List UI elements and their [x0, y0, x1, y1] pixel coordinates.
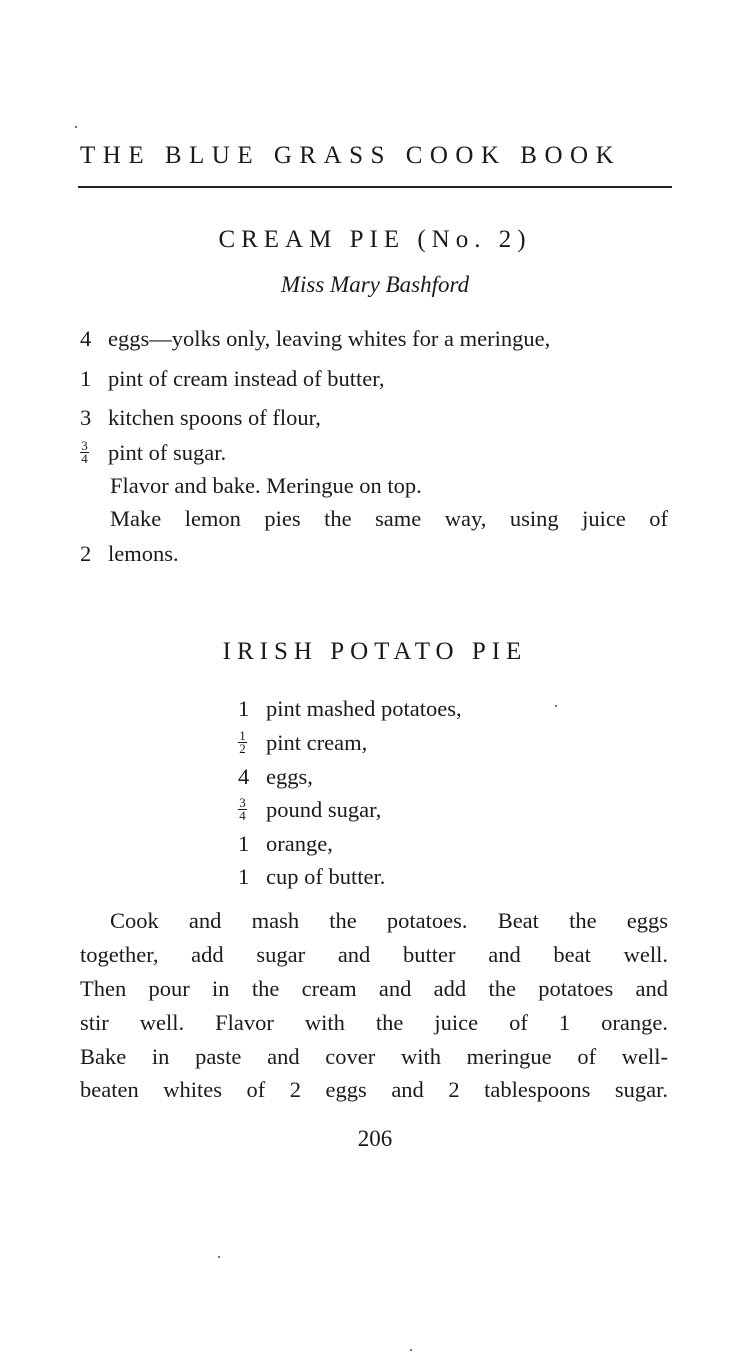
recipe-title: IRISH POTATO PIE: [222, 638, 528, 665]
ingredient-text: pint of cream instead of butter,: [108, 366, 385, 391]
recipe-author: Miss Mary Bashford: [280, 272, 470, 297]
ingredient-text: pound sugar,: [266, 797, 382, 822]
ingredient-text: cup of butter.: [266, 864, 386, 889]
ingredient-qty: 3: [80, 405, 92, 430]
ingredient-qty: [238, 728, 247, 755]
paragraph-line: together, add sugar and butter and beat well.: [80, 942, 668, 967]
direction-line: Flavor and bake. Meringue on top.: [110, 473, 422, 498]
header-rule: [78, 186, 672, 188]
paragraph-line: Cook and mash the potatoes. Beat the eggs: [110, 908, 668, 933]
fraction-numerator: 3: [239, 795, 246, 811]
print-speck: [410, 1349, 412, 1351]
direction-text: lemons.: [108, 541, 179, 566]
ingredient-text: pint cream,: [266, 730, 368, 755]
direction-qty: 2: [80, 541, 92, 566]
paragraph-line: Then pour in the cream and add the potatoes and: [80, 976, 668, 1001]
ingredient-qty: 1: [238, 864, 250, 889]
fraction: [80, 440, 89, 465]
paragraph-line: Bake in paste and cover with meringue of well-: [80, 1044, 668, 1069]
ingredient-text: pint mashed potatoes,: [266, 696, 462, 721]
fraction-denominator: 2: [239, 741, 246, 757]
fraction: [238, 797, 247, 822]
fraction-numerator: 3: [81, 438, 88, 454]
ingredient-qty: 4: [238, 764, 250, 789]
page-header: THE BLUE GRASS COOK BOOK: [80, 142, 622, 169]
print-speck: [555, 705, 557, 707]
page-number: 206: [357, 1126, 393, 1151]
paragraph-line: stir well. Flavor with the juice of 1 orange.: [80, 1010, 668, 1035]
ingredient-qty: [238, 795, 247, 822]
ingredient-text: pint of sugar.: [108, 440, 227, 465]
fraction-numerator: 1: [239, 728, 246, 744]
ingredient-qty: 1: [80, 366, 92, 391]
recipe-title: CREAM PIE (No. 2): [218, 226, 532, 253]
ingredient-text: eggs—yolks only, leaving whites for a meringue,: [108, 326, 551, 351]
ingredient-qty: [80, 438, 89, 465]
fraction-denominator: 4: [239, 808, 246, 824]
fraction: [238, 730, 247, 755]
print-speck: [218, 1256, 220, 1258]
fraction-denominator: 4: [81, 451, 88, 467]
paragraph-line: beaten whites of 2 eggs and 2 tablespoons sugar.: [80, 1077, 668, 1102]
ingredient-qty: 1: [238, 696, 250, 721]
ingredient-text: eggs,: [266, 764, 313, 789]
ingredient-qty: 1: [238, 831, 250, 856]
print-speck: [75, 126, 77, 128]
ingredient-qty: 4: [80, 326, 92, 351]
ingredient-text: kitchen spoons of flour,: [108, 405, 321, 430]
ingredient-text: orange,: [266, 831, 333, 856]
direction-line: Make lemon pies the same way, using juice of: [110, 506, 668, 531]
